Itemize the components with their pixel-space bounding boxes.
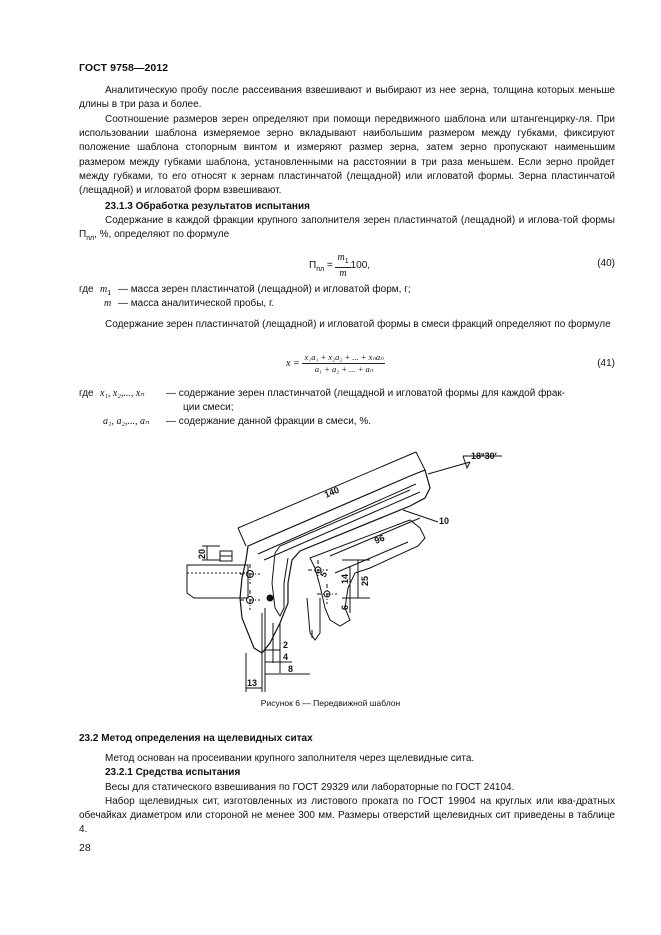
paragraph-1: Аналитическую пробу после рассеивания взвешивают и выбирают из нее зерна, толщина которых меньше длины в три раза и более.	[79, 85, 615, 111]
where-desc-x-cont: ции смеси;	[183, 402, 234, 413]
paragraph-7: Набор щелевидных сит, изготовленных из листового проката по ГОСТ 19904 на круглых или ква-дратных обечайках диаметром или стороной не менее 300 мм. Размеры отверстий щелевидных сит приведены в таблице 4.	[79, 796, 615, 836]
equation-number-40: (40)	[597, 258, 615, 269]
where-desc-m: — масса аналитической пробы, г.	[118, 298, 275, 309]
dim-angle: 18°30′	[471, 451, 497, 461]
paragraph-6: Весы для статического взвешивания по ГОСТ 29329 или лабораторные по ГОСТ 24104.	[105, 782, 515, 793]
dim-2: 2	[283, 640, 289, 650]
where-var-m1: $m_1$	[100, 284, 112, 297]
page-number: 28	[79, 842, 91, 854]
section-heading-23-1-3: 23.1.3 Обработка результатов испытания	[105, 201, 310, 212]
dim-96: 96	[372, 532, 387, 546]
dim-20: 20	[197, 548, 207, 559]
dim-14: 14	[340, 573, 350, 584]
dim-5: 5	[318, 569, 330, 579]
paragraph-2: Соотношение размеров зерен определяют при помощи передвижного шаблона или штангенцирку-ля. При использовании шаблона измеряемое зерно вкладывают наибольшим размером между губками, фиксируют положение шаблона стопорным винтом и измеряют размер зерна, затем зерно пропускают наименьшим размером между губками шаблона, установленными на расстоянии в три раза меньшем. Если зерно пройдет между губками, то его относят к зернам пластинчатой (лещадной) или игловатой формы. Зерна пластинчатой (лещадной) и игловатой форм взвешивают.	[79, 114, 615, 197]
formula-41-fraction: $\frac{\text{x₁a₁ + x₂a₂ + ... + xₙaₙ}}{\text{a₁ + a₂ + ... + aₙ}}$	[304, 352, 384, 374]
formula-40-fraction: $\frac{m_1}{m}$	[337, 252, 349, 279]
paragraph-5: Метод основан на просеивании крупного заполнителя через щелевидные сита.	[105, 753, 475, 764]
dim-140: 140	[322, 484, 341, 500]
paragraph-4: Содержание зерен пластинчатой (лещадной) и игловатой формы в смеси фракций определяют по формуле	[105, 319, 611, 330]
dim-25: 25	[360, 575, 370, 586]
dim-8: 8	[288, 664, 294, 674]
section-heading-23-2: 23.2 Метод определения на щелевидных ситах	[79, 733, 313, 744]
formula-40: $П_{пл}$ = $\frac{m_1}{m}$ 100,	[309, 252, 371, 279]
document-header: ГОСТ 9758—2012	[79, 62, 169, 74]
equation-number-41: (41)	[597, 358, 615, 369]
dim-4: 4	[283, 652, 289, 662]
paragraph-3: Содержание в каждой фракции крупного заполнителя зерен пластинчатой (лещадной) и иглова-той формы $П_{пл}$, %, определяют по формуле	[79, 215, 615, 243]
figure-caption: Рисунок 6 — Передвижной шаблон	[260, 698, 401, 708]
dim-13: 13	[247, 678, 258, 688]
where-desc-m1: — масса зерен пластинчатой (лещадной) и игловатой форм, г;	[118, 284, 411, 295]
section-heading-23-2-1: 23.2.1 Средства испытания	[105, 767, 241, 778]
where-var-x: x₁, x₂,..., xₙ	[100, 388, 145, 399]
where-var-m: m	[104, 298, 112, 309]
dim-10: 10	[439, 516, 450, 526]
where-desc-a: — содержание данной фракции в смеси, %.	[166, 416, 371, 427]
figure-6-drawing	[180, 448, 520, 696]
dim-6: 6	[340, 604, 350, 610]
where-label-2: где	[79, 388, 94, 399]
where-var-a: a₁, a₂,..., aₙ	[103, 416, 149, 427]
formula-41: x = $\frac{\text{x₁a₁ + x₂a₂ + ... + xₙaₙ}}{\text{a₁ + a₂ + ... + aₙ}}$	[286, 352, 384, 374]
where-desc-x: — содержание зерен пластинчатой (лещадной и игловатой формы для каждой фрак-	[166, 388, 566, 399]
where-label-1: где	[79, 284, 94, 295]
